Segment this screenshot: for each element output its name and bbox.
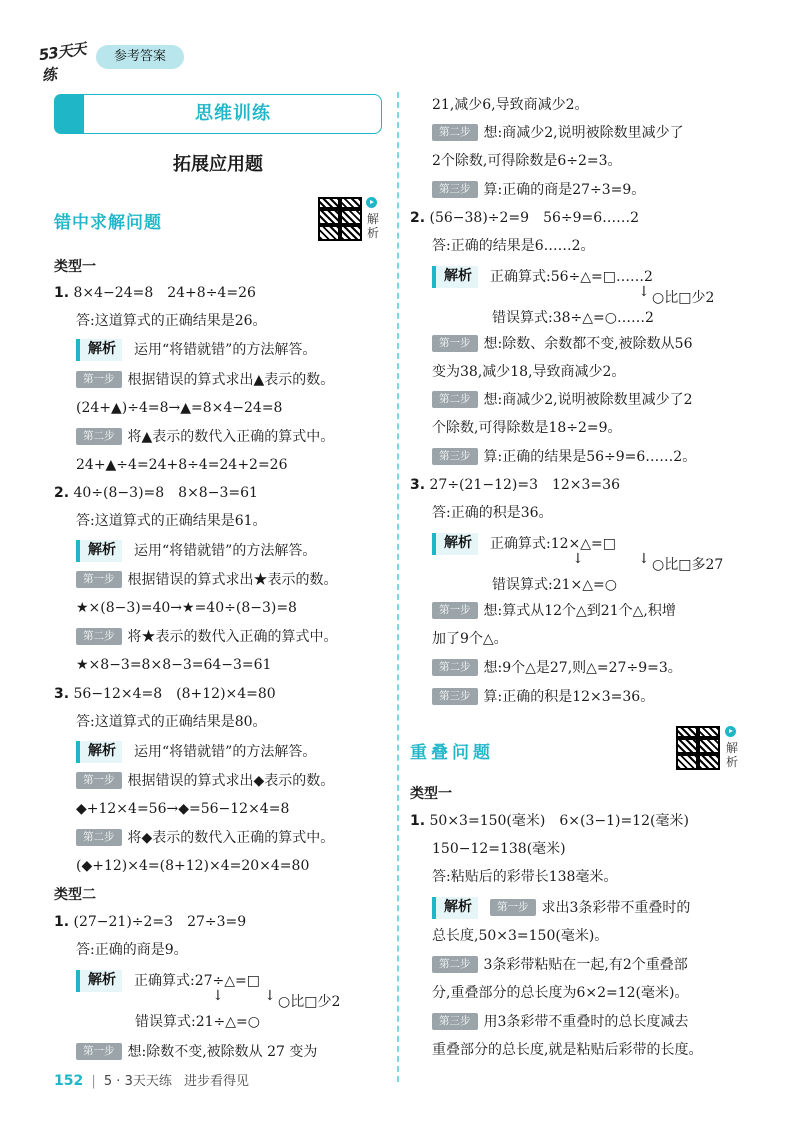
step-2 <box>76 627 338 647</box>
step-tag: 第二步 <box>432 391 478 408</box>
analysis <box>76 339 316 361</box>
play-icon <box>366 197 377 208</box>
step-tag: 第二步 <box>76 428 122 445</box>
analysis-tag: 解析 <box>76 339 122 361</box>
question-1 <box>54 912 246 932</box>
step-tag: 第二步 <box>432 956 478 973</box>
analysis-tag: 解析 <box>76 741 122 763</box>
step-calc: ★×8−3=8×8−3=64−3=61 <box>76 657 272 673</box>
step-text: 根据错误的算式求出▲表示的数。 <box>127 372 335 388</box>
analysis-text: 运用“将错就错”的方法解答。 <box>134 744 317 760</box>
page-number: 152 <box>54 1073 84 1089</box>
footer <box>54 1072 249 1091</box>
qr-code-icon[interactable] <box>676 726 720 770</box>
arrow-down-icon: ↓ <box>212 988 224 1004</box>
equation: (27−21)÷2=3 27÷3=9 <box>73 914 247 930</box>
step-tag: 第三步 <box>432 1013 478 1030</box>
step-text: 想:算式从12个△到21个△,积增 <box>483 603 676 619</box>
step-tag: 第二步 <box>432 659 478 676</box>
analysis-tag: 解析 <box>432 266 478 288</box>
analysis <box>76 540 316 562</box>
step-cont: 总长度,50×3=150(毫米)。 <box>432 928 609 944</box>
step-tag: 第三步 <box>432 688 478 705</box>
banner-title: 思维训练 <box>195 103 271 124</box>
correct-equation: 正确算式:27÷△=□ <box>134 973 260 989</box>
step-text: 算:正确的商是27÷3=9。 <box>483 182 646 198</box>
step-cont: 重叠部分的总长度,就是粘贴后彩带的长度。 <box>432 1042 703 1058</box>
equation: 8×4−24=8 24+8÷4=26 <box>73 285 256 301</box>
step-tag: 第二步 <box>76 829 122 846</box>
step-calc: (24+▲)÷4=8→▲=8×4−24=8 <box>76 400 283 416</box>
analysis-tag: 解析 <box>76 970 122 992</box>
step-cont: 分,重叠部分的总长度为6×2=12(毫米)。 <box>432 985 689 1001</box>
section-title-overlap: 重叠问题 <box>410 743 494 763</box>
question-number: 3. <box>54 686 70 702</box>
step-1 <box>76 1042 317 1062</box>
step-tag: 第一步 <box>76 571 122 588</box>
analysis-correct <box>432 266 653 288</box>
step-2 <box>432 390 692 410</box>
analysis-text: 运用“将错就错”的方法解答。 <box>134 543 317 559</box>
step-text: 想:除数、余数都不变,被除数从56 <box>483 336 693 352</box>
step-tag: 第一步 <box>76 371 122 388</box>
equation: 40÷(8−3)=8 8×8−3=61 <box>73 485 258 501</box>
step-calc: 24+▲÷4=24+8÷4=24+2=26 <box>76 457 288 473</box>
equation: 56−12×4=8 (8+12)×4=80 <box>73 686 276 702</box>
step-text: 算:正确的积是12×3=36。 <box>483 689 655 705</box>
question-number: 3. <box>410 477 426 493</box>
analysis-step-1 <box>432 897 690 919</box>
question-3 <box>54 684 276 704</box>
step-text: 想:除数不变,被除数从 27 变为 <box>127 1044 318 1060</box>
correct-equation: 正确算式:56÷△=□……2 <box>490 269 653 285</box>
arrow-down-icon: ↓ <box>638 551 650 567</box>
step-1 <box>76 570 338 590</box>
step-calc: ◆+12×4=56→◆=56−12×4=8 <box>76 801 290 817</box>
step-2 <box>76 427 334 447</box>
analysis-tag: 解析 <box>432 897 478 919</box>
step-text: 想:商减少2,说明被除数里减少了2 <box>483 392 693 408</box>
logo <box>37 36 100 85</box>
comparison-note: ○比□多27 <box>652 557 724 573</box>
wrong-equation: 错误算式:21×△=○ <box>492 577 617 593</box>
footer-separator: | <box>91 1074 96 1089</box>
step-text: 将◆表示的数代入正确的算式中。 <box>127 830 335 846</box>
step-tag: 第一步 <box>490 899 536 916</box>
step-text: 根据错误的算式求出◆表示的数。 <box>127 773 335 789</box>
qr-label: 解析 <box>367 212 380 240</box>
step-text: 3条彩带粘贴在一起,有2个重叠部 <box>483 957 688 973</box>
answer-badge-text: 参考答案 <box>113 49 166 64</box>
answer: 答:粘贴后的彩带长138毫米。 <box>432 869 618 885</box>
answer-badge <box>96 45 184 69</box>
column-divider <box>397 92 399 1082</box>
question-number: 1. <box>54 285 70 301</box>
step-3 <box>432 447 696 467</box>
type-heading: 类型一 <box>410 786 452 802</box>
analysis-tag: 解析 <box>432 533 478 555</box>
arrow-down-icon: ↓ <box>264 988 276 1004</box>
step-text: 想:9个△是27,则△=27÷9=3。 <box>483 660 682 676</box>
step-tag: 第一步 <box>76 772 122 789</box>
step-1 <box>76 370 334 390</box>
step-3 <box>432 1012 688 1032</box>
answer: 答:正确的积是36。 <box>432 505 553 521</box>
step-1 <box>432 334 692 354</box>
step-2 <box>432 123 684 143</box>
step-text: 用3条彩带不重叠时的总长度减去 <box>483 1014 689 1030</box>
analysis <box>76 741 316 763</box>
question-number: 2. <box>410 210 426 226</box>
step-tag: 第三步 <box>432 181 478 198</box>
step-text: 将▲表示的数代入正确的算式中。 <box>127 429 335 445</box>
step-tag: 第二步 <box>76 628 122 645</box>
comparison-note: ○比□少2 <box>278 994 341 1010</box>
analysis-text: 运用“将错就错”的方法解答。 <box>134 342 317 358</box>
equation: 50×3=150(毫米) 6×(3−1)=12(毫米) <box>429 813 689 829</box>
step-tag: 第一步 <box>432 335 478 352</box>
analysis-tag: 解析 <box>76 540 122 562</box>
answer: 答:这道算式的正确结果是61。 <box>76 513 267 529</box>
step-tag: 第一步 <box>432 602 478 619</box>
step-tag: 第一步 <box>76 1043 122 1060</box>
logo-text: 53天天练 <box>37 39 87 85</box>
arrow-down-icon: ↓ <box>572 551 584 567</box>
question-2 <box>54 483 258 503</box>
play-icon <box>725 726 736 737</box>
step-tag: 第三步 <box>432 448 478 465</box>
step-text: 算:正确的结果是56÷9=6……2。 <box>483 449 697 465</box>
qr-label: 解析 <box>726 741 739 769</box>
question-3 <box>410 475 620 495</box>
wrong-equation: 错误算式:38÷△=○……2 <box>492 310 654 326</box>
question-number: 2. <box>54 485 70 501</box>
question-number: 1. <box>410 813 426 829</box>
equation-line2: 150−12=138(毫米) <box>432 841 566 857</box>
arrow-down-icon: ↓ <box>638 284 650 300</box>
analysis-correct <box>76 970 260 992</box>
answer: 答:这道算式的正确结果是80。 <box>76 714 267 730</box>
step-3 <box>432 180 645 200</box>
section-title-error-problems: 错中求解问题 <box>54 213 162 233</box>
footer-slogan: 进步看得见 <box>184 1074 250 1089</box>
step-calc: (◆+12)×4=(8+12)×4=20×4=80 <box>76 858 310 874</box>
step-text: 将★表示的数代入正确的算式中。 <box>127 629 338 645</box>
comparison-note: ○比□少2 <box>652 290 715 306</box>
correct-equation: 正确算式:12×△=□ <box>490 536 616 552</box>
type-heading: 类型一 <box>54 259 96 275</box>
step-2 <box>432 955 688 975</box>
qr-code-icon[interactable] <box>318 197 362 241</box>
footer-brand: 5 · 3天天练 <box>103 1074 172 1089</box>
step-cont: 变为38,减少18,导致商减少2。 <box>432 364 626 380</box>
step-2 <box>76 828 334 848</box>
step-3 <box>432 687 654 707</box>
answer: 答:正确的商是9。 <box>76 942 188 958</box>
page-subtitle: 拓展应用题 <box>173 154 263 175</box>
step-tag: 第二步 <box>432 124 478 141</box>
step-1 <box>432 601 676 621</box>
analysis-correct <box>432 533 616 555</box>
question-1 <box>54 283 256 303</box>
banner-accent <box>54 94 84 134</box>
step-cont: 2个除数,可得除数是6÷2=3。 <box>432 153 622 169</box>
step-text: 根据错误的算式求出★表示的数。 <box>127 572 338 588</box>
wrong-equation: 错误算式:21÷△=○ <box>135 1014 260 1030</box>
question-2 <box>410 208 639 228</box>
step-text: 求出3条彩带不重叠时的 <box>541 900 691 916</box>
equation: 27÷(21−12)=3 12×3=36 <box>429 477 620 493</box>
step-calc: ★×(8−3)=40→★=40÷(8−3)=8 <box>76 600 297 616</box>
type-heading: 类型二 <box>54 887 96 903</box>
question-1 <box>410 811 689 831</box>
answer: 答:这道算式的正确结果是26。 <box>76 313 267 329</box>
step-cont: 加了9个△。 <box>432 631 508 647</box>
banner <box>54 94 382 134</box>
answer: 答:正确的结果是6……2。 <box>432 238 595 254</box>
equation: (56−38)÷2=9 56÷9=6……2 <box>429 210 640 226</box>
step-text: 想:商减少2,说明被除数里减少了 <box>483 125 684 141</box>
step-1 <box>76 771 334 791</box>
continued-text: 21,减少6,导致商减少2。 <box>432 97 589 113</box>
step-cont: 个除数,可得除数是18÷2=9。 <box>432 420 622 436</box>
question-number: 1. <box>54 914 70 930</box>
step-2 <box>432 658 682 678</box>
